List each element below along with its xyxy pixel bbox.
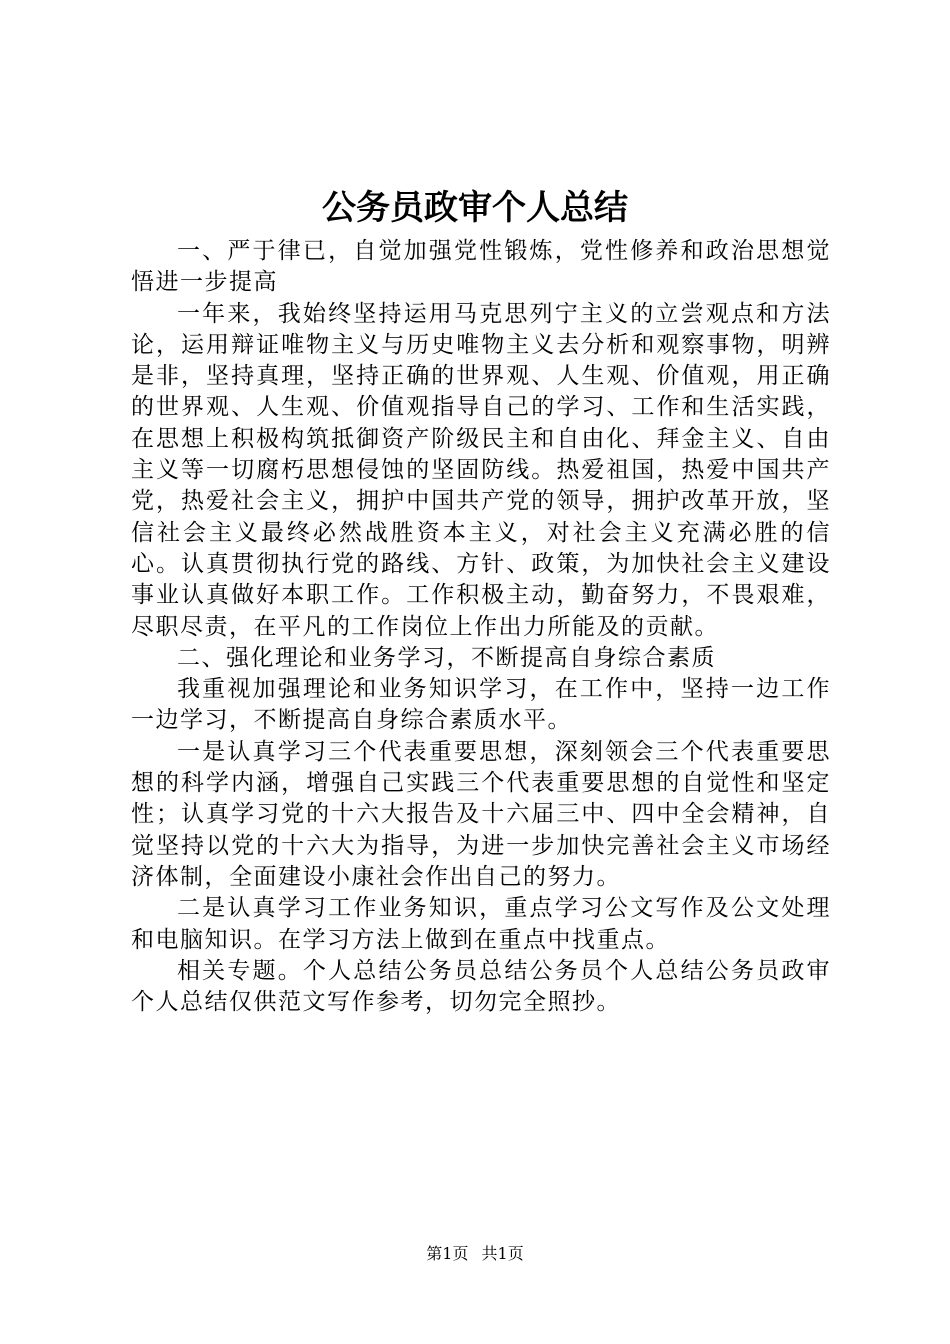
document-body	[131, 236, 831, 1018]
section-heading-1: 一、严于律已，自觉加强党性锻炼，党性修养和政治思想觉悟进一步提高	[131, 238, 831, 296]
document-title: 公务员政审个人总结	[322, 188, 628, 228]
paragraph-3: 一是认真学习三个代表重要思想，深刻领会三个代表重要思想的科学内涵，增强自己实践三个代表重要思想的自觉性和坚定性；认真学习党的十六大报告及十六届三中、四中全会精神，自觉坚持以党的十六大为指导，为进一步加快完善社会主义市场经济体制，全面建设小康社会作出自己的努力。	[131, 738, 831, 890]
page-total: 共1页	[481, 1244, 524, 1263]
paragraph-1: 一年来，我始终坚持运用马克思列宁主义的立尝观点和方法论，运用辩证唯物主义与历史唯物主义去分析和观察事物，明辨是非，坚持真理，坚持正确的世界观、人生观、价值观，用正确的世界观、人生观、价值观指导自己的学习、工作和生活实践，在思想上积极构筑抵御资产阶级民主和自由化、拜金主义、自由主义等一切腐朽思想侵蚀的坚固防线。热爱祖国，热爱中国共产党，热爱社会主义，拥护中国共产党的领导，拥护改革开放，坚信社会主义最终必然战胜资本主义，对社会主义充满必胜的信心。认真贯彻执行党的路线、方针、政策，为加快社会主义建设事业认真做好本职工作。工作积极主动，勤奋努力，不畏艰难，尽职尽责，在平凡的工作岗位上作出力所能及的贡献。	[131, 300, 831, 640]
page-footer	[0, 1244, 950, 1264]
paragraph-5: 相关专题。个人总结公务员总结公务员个人总结公务员政审个人总结仅供范文写作参考，切勿完全照抄。	[131, 957, 831, 1016]
paragraph-2: 我重视加强理论和业务知识学习，在工作中，坚持一边工作一边学习，不断提高自身综合素质水平。	[131, 676, 831, 734]
section-heading-2: 二、强化理论和业务学习，不断提高自身综合素质	[177, 644, 716, 671]
paragraph-4: 二是认真学习工作业务知识，重点学习公文写作及公文处理和电脑知识。在学习方法上做到在重点中找重点。	[131, 895, 831, 953]
page-number: 第1页	[426, 1244, 469, 1263]
